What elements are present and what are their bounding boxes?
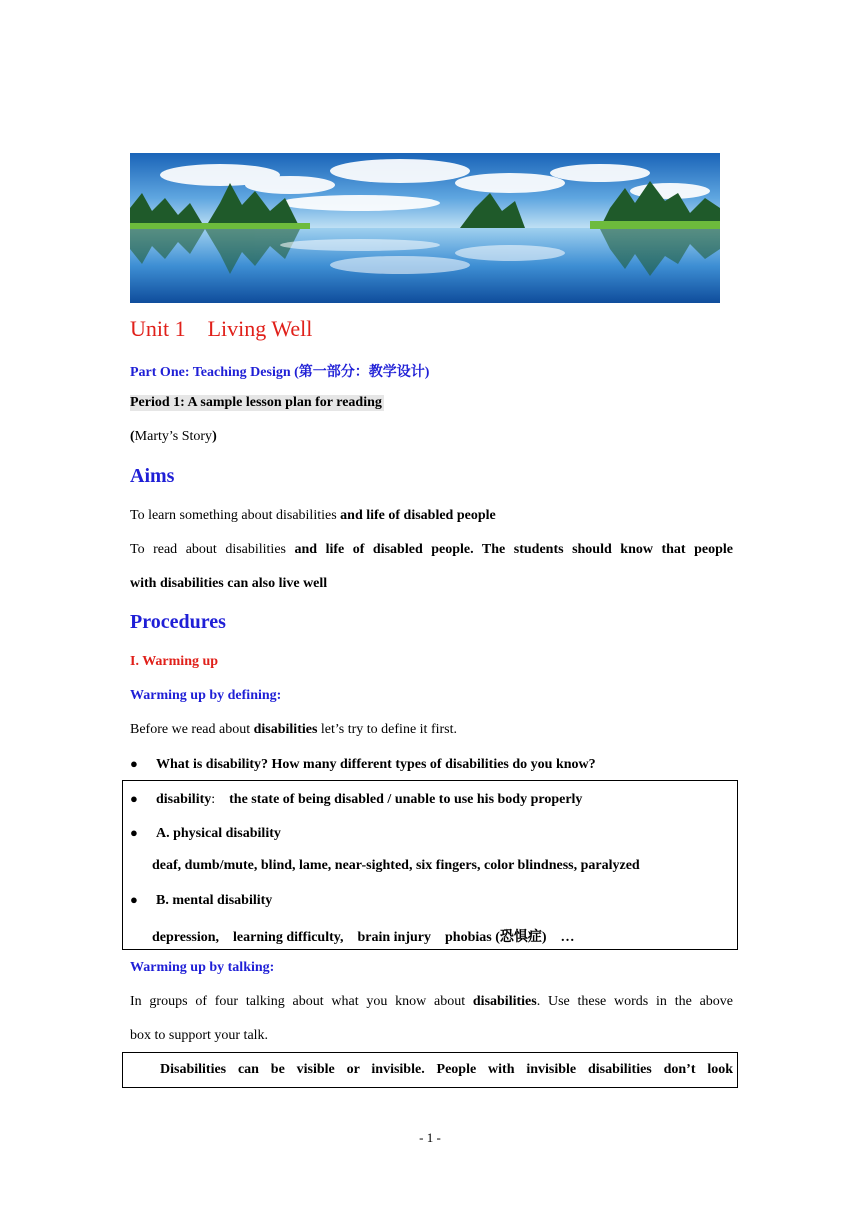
question-text: What is disability? How many different types of disabilities do you know? <box>156 757 596 772</box>
aims-line-2-plain: To read about disabilities <box>130 542 295 557</box>
defining-text-b: disabilities <box>253 722 318 737</box>
aims-line-1-plain: To learn something about disabilities <box>130 508 341 523</box>
box-physical-heading <box>130 825 281 842</box>
talking-line-1-a: In groups of four talking about what you know about <box>130 994 473 1009</box>
talking-heading: Warming up by talking: <box>130 960 275 975</box>
disability-definition: the state of being disabled / unable to use his body properly <box>229 792 583 807</box>
talking-line-1-c: . Use these words in the above <box>536 994 733 1009</box>
mental-list: depression, learning difficulty, brain injury phobias (恐惧症) … <box>152 930 575 945</box>
physical-list: deaf, dumb/mute, blind, lame, near-sighted, six fingers, color blindness, paralyzed <box>152 858 640 873</box>
warming-up-heading: I. Warming up <box>130 654 219 669</box>
question-line <box>130 756 596 773</box>
mental-heading: B. mental disability <box>156 893 273 908</box>
talking-line-1 <box>130 994 733 1010</box>
defining-text <box>130 722 457 738</box>
bullet-icon: ● <box>130 791 138 806</box>
box2-text: Disabilities can be visible or invisible. People with invisible disabilities don’t look <box>160 1062 733 1077</box>
aims-line-1-bold: and life of disabled people <box>340 508 496 523</box>
aims-heading: Aims <box>130 465 175 487</box>
aims-line-2-bold: and life of disabled people. The students should know that people <box>294 542 733 557</box>
defining-text-a: Before we read about <box>130 722 254 737</box>
aims-line-1 <box>130 508 496 524</box>
bullet-icon: ● <box>130 892 138 907</box>
bullet-icon: ● <box>130 825 138 840</box>
box-mental-heading <box>130 892 272 909</box>
banner-landscape-image <box>130 153 720 303</box>
talking-line-2: box to support your talk. <box>130 1028 269 1043</box>
aims-line-3: with disabilities can also live well <box>130 576 328 591</box>
defining-heading: Warming up by defining: <box>130 688 282 703</box>
story-paren-open: ( <box>130 429 135 444</box>
unit-title: Unit 1 Living Well <box>130 316 313 341</box>
bullet-icon: ● <box>130 756 138 771</box>
disability-term: disability <box>156 792 212 807</box>
defining-text-c: let’s try to define it first. <box>317 722 457 737</box>
page-number: - 1 - <box>419 1130 441 1145</box>
story-subtitle <box>130 429 217 445</box>
talking-line-1-b: disabilities <box>472 994 537 1009</box>
story-text: Marty’s Story <box>134 429 213 444</box>
part-title: Part One: Teaching Design (第一部分：教学设计) <box>130 365 430 380</box>
aims-line-2 <box>130 542 733 558</box>
story-paren-close: ) <box>212 429 217 444</box>
procedures-heading: Procedures <box>130 611 226 633</box>
physical-heading: A. physical disability <box>156 826 281 841</box>
box-disability-definition <box>130 791 582 808</box>
period-title: Period 1: A sample lesson plan for reading <box>130 395 382 410</box>
disability-colon: : <box>211 792 216 807</box>
